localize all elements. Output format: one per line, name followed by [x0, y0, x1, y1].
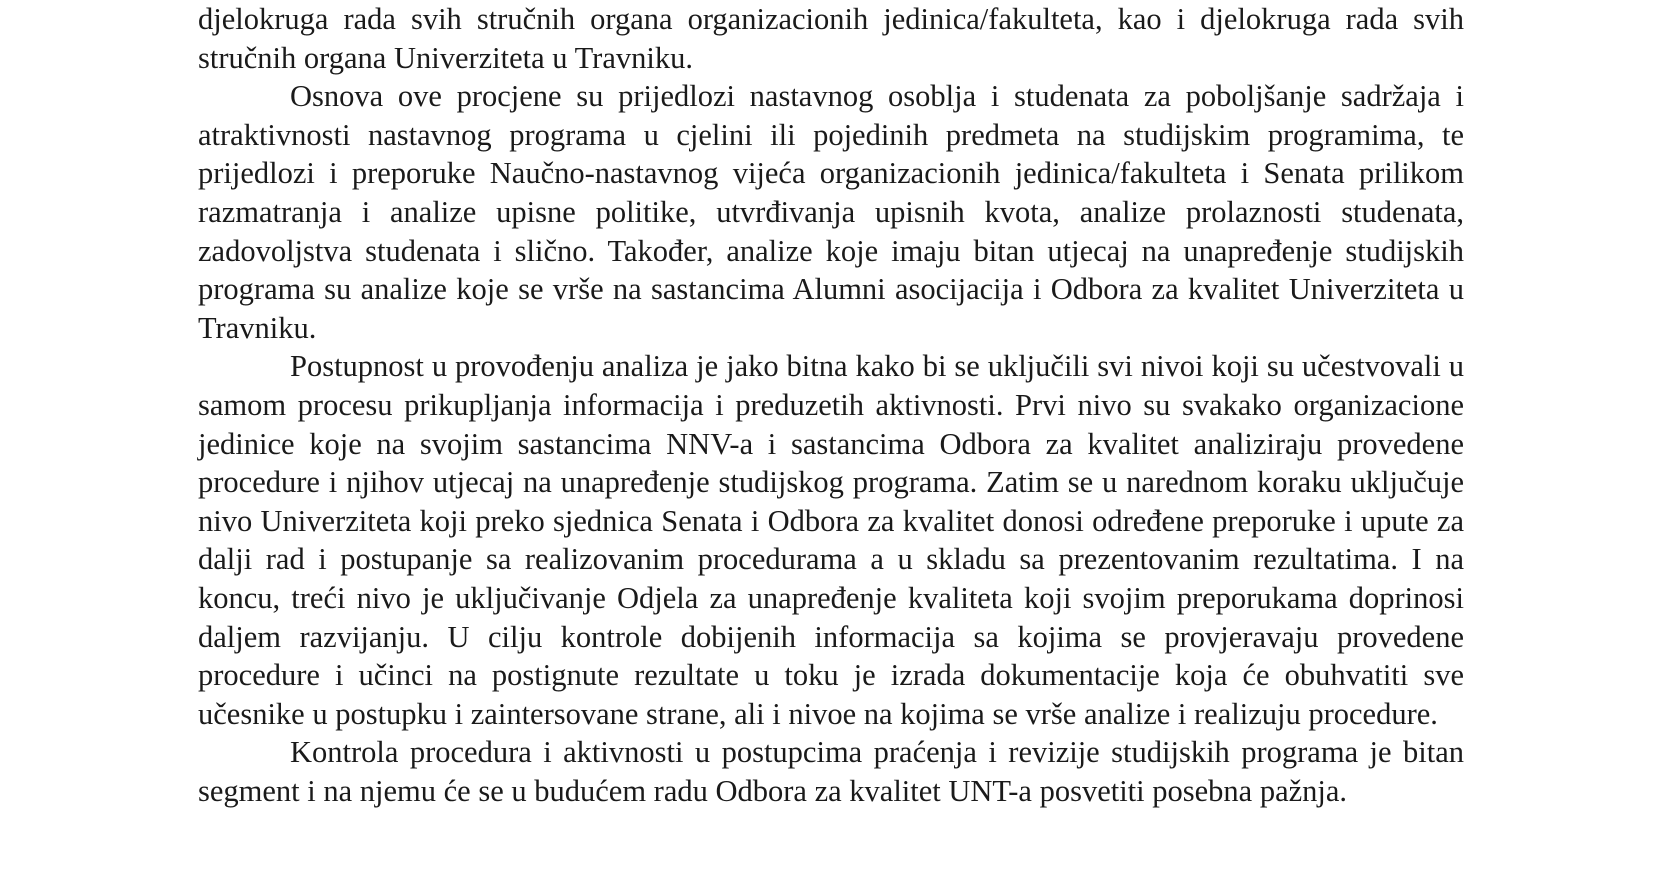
paragraph-assessment-basis: Osnova ove procjene su prijedlozi nastavnog osoblja i studenata za poboljšanje sadržaja i atraktivnosti nastavnog programa u cjelini ili pojedinih predmeta na studijskim programima, te prijedlozi i preporuke Naučno-nastavnog vijeća organizacionih jedinica/fakulteta i Senata prilikom razmatranja i analize upisne politike, utvrđivanja upisnih kvota, analize prolaznosti studenata, zadovoljstva studenata i slično. Također, analize koje imaju bitan utjecaj na unapređenje studijskih programa su analize koje se vrše na sastancima Alumni asocijacija i Odbora za kvalitet Univerziteta u Travniku. [198, 79, 1464, 345]
paragraph-procedure-control: Kontrola procedura i aktivnosti u postupcima praćenja i revizije studijskih programa je bitan segment i na njemu će se u budućem radu Odbora za kvalitet UNT-a posvetiti posebna pažnja. [198, 735, 1464, 808]
paragraph-continuation: djelokruga rada svih stručnih organa organizacionih jedinica/fakulteta, kao i djelokruga rada svih stručnih organa Univerziteta u Travniku. [198, 2, 1464, 75]
document-body [198, 0, 1464, 810]
paragraph-analysis-levels: Postupnost u provođenju analiza je jako bitna kako bi se uključili svi nivoi koji su učestvovali u samom procesu prikupljanja informacija i preduzetih aktivnosti. Prvi nivo su svakako organizacione jedinice koje na svojim sastancima NNV-a i sastancima Odbora za kvalitet analiziraju provedene procedure i njihov utjecaj na unapređenje studijskog programa. Zatim se u narednom koraku uključuje nivo Univerziteta koji preko sjednica Senata i Odbora za kvalitet donosi određene preporuke i upute za dalji rad i postupanje sa realizovanim procedurama a u skladu sa prezentovanim rezultatima. I na koncu, treći nivo je uključivanje Odjela za unapređenje kvaliteta koji svojim preporukama doprinosi daljem razvijanju. U cilju kontrole dobijenih informacija sa kojima se provjeravaju provedene procedure i učinci na postignute rezultate u toku je izrada dokumentacije koja će obuhvatiti sve učesnike u postupku i zaintersovane strane, ali i nivoe na kojima se vrše analize i realizuju procedure. [198, 349, 1464, 731]
